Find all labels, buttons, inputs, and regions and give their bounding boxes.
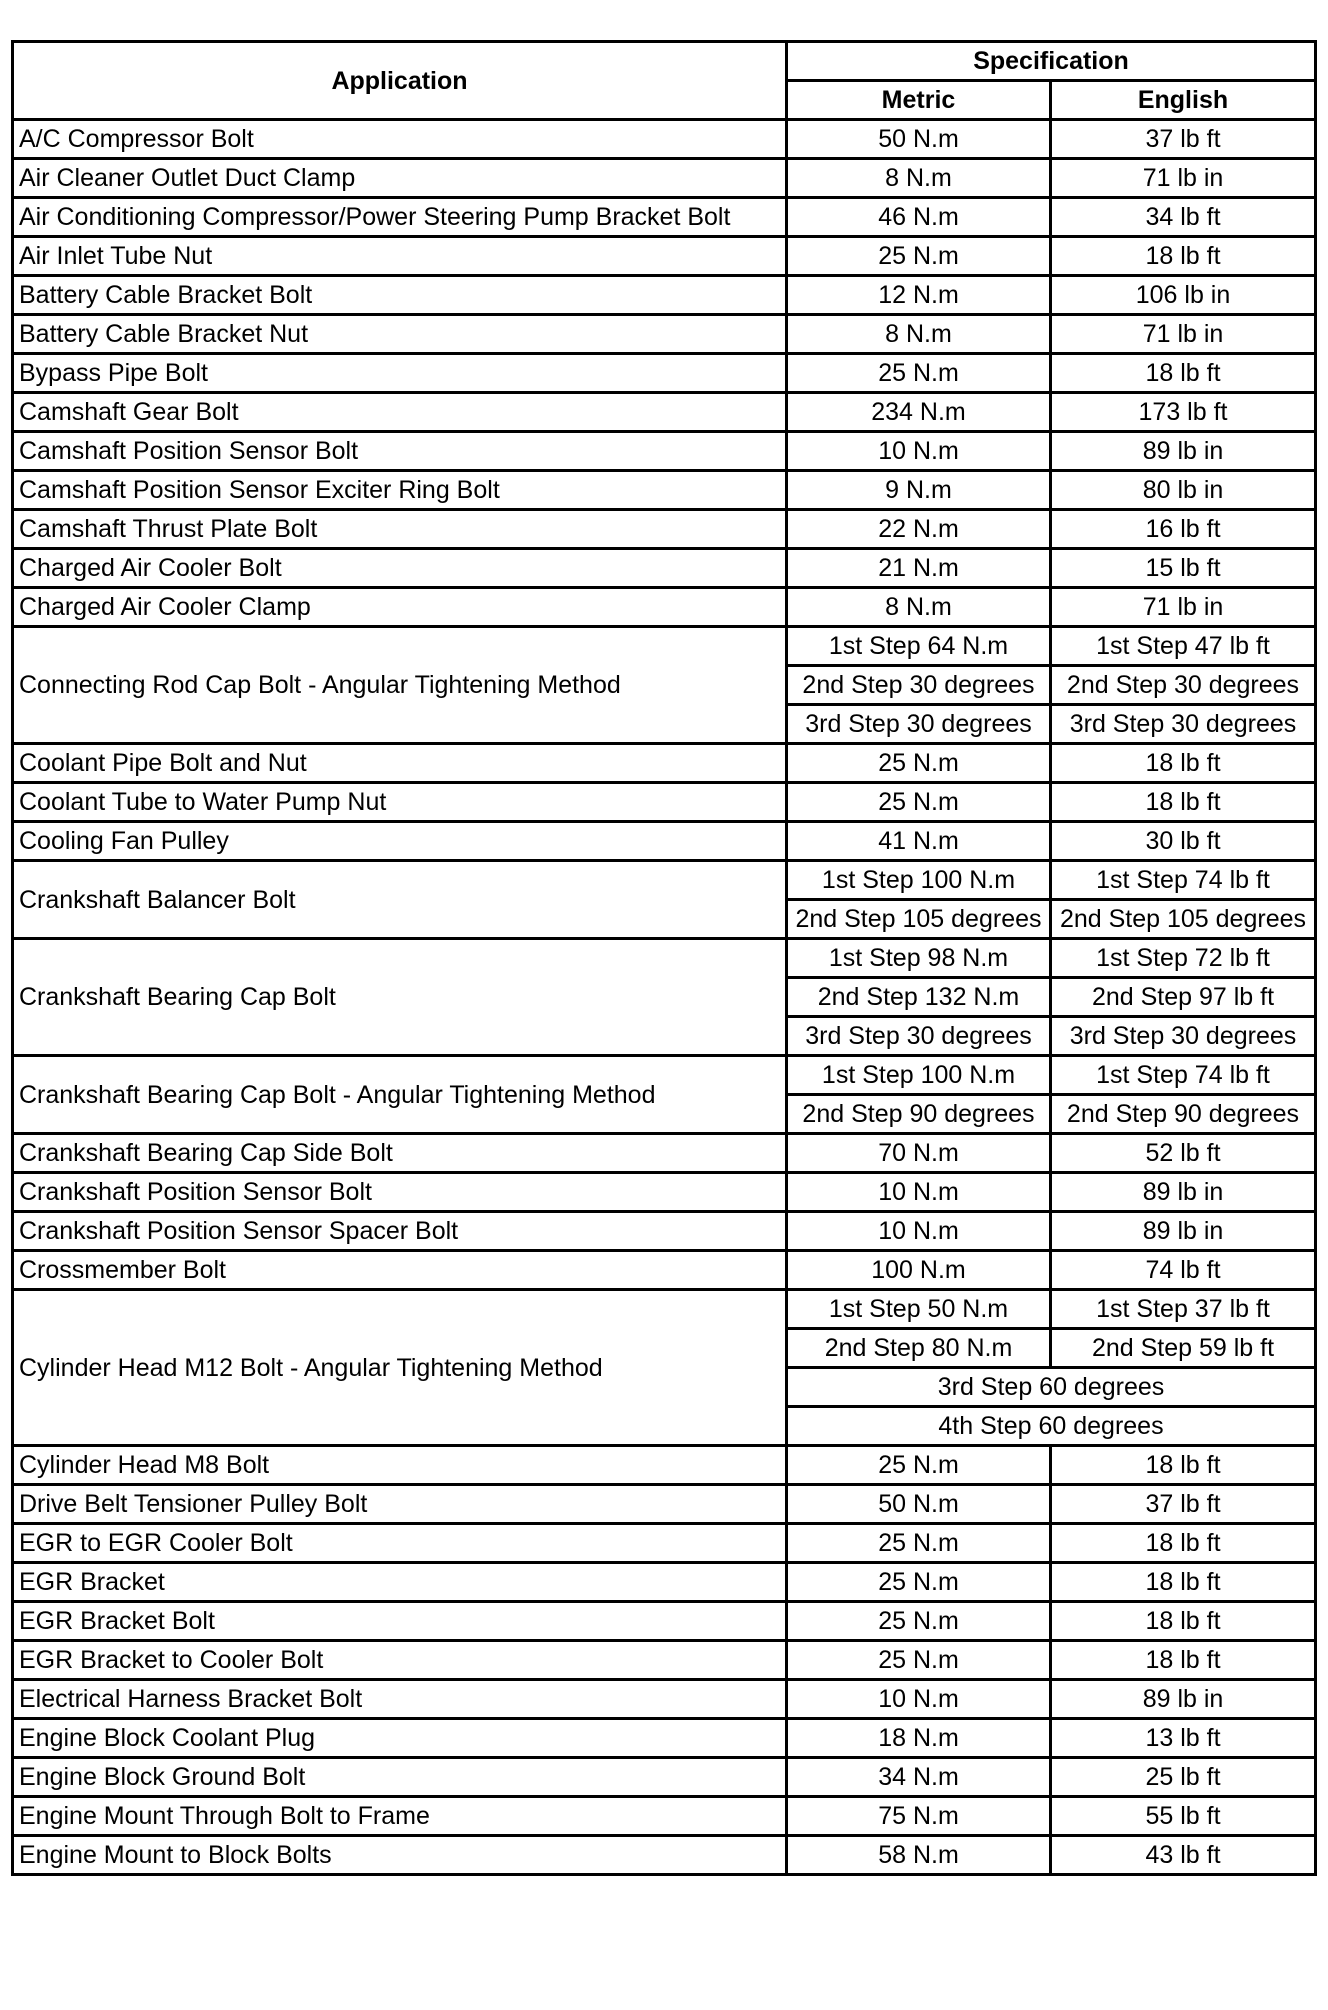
english-cell: 71 lb in <box>1051 588 1316 627</box>
english-cell: 18 lb ft <box>1051 354 1316 393</box>
application-cell: Engine Block Ground Bolt <box>13 1758 787 1797</box>
metric-cell: 25 N.m <box>787 354 1051 393</box>
combined-spec-cell: 3rd Step 60 degrees <box>787 1368 1316 1407</box>
metric-cell: 25 N.m <box>787 744 1051 783</box>
table-row <box>13 276 1316 315</box>
metric-cell: 1st Step 50 N.m <box>787 1290 1051 1329</box>
table-row <box>13 315 1316 354</box>
combined-spec-cell: 4th Step 60 degrees <box>787 1407 1316 1446</box>
english-cell: 1st Step 37 lb ft <box>1051 1290 1316 1329</box>
metric-cell: 3rd Step 30 degrees <box>787 1017 1051 1056</box>
application-cell: Drive Belt Tensioner Pulley Bolt <box>13 1485 787 1524</box>
english-cell: 34 lb ft <box>1051 198 1316 237</box>
application-cell: Bypass Pipe Bolt <box>13 354 787 393</box>
application-cell: Cylinder Head M12 Bolt - Angular Tightening Method <box>13 1290 787 1446</box>
application-cell: Camshaft Thrust Plate Bolt <box>13 510 787 549</box>
table-row <box>13 588 1316 627</box>
table-row <box>13 198 1316 237</box>
table-header <box>13 42 1316 120</box>
english-cell: 2nd Step 105 degrees <box>1051 900 1316 939</box>
application-cell: Camshaft Position Sensor Bolt <box>13 432 787 471</box>
table-row <box>13 861 1316 900</box>
application-cell: Coolant Tube to Water Pump Nut <box>13 783 787 822</box>
table-row <box>13 471 1316 510</box>
metric-cell: 2nd Step 90 degrees <box>787 1095 1051 1134</box>
table-row <box>13 627 1316 666</box>
table-row <box>13 510 1316 549</box>
application-cell: Camshaft Gear Bolt <box>13 393 787 432</box>
table-row <box>13 1485 1316 1524</box>
english-cell: 89 lb in <box>1051 1173 1316 1212</box>
english-cell: 3rd Step 30 degrees <box>1051 705 1316 744</box>
metric-cell: 21 N.m <box>787 549 1051 588</box>
header-row-top <box>13 42 1316 81</box>
application-cell: Battery Cable Bracket Bolt <box>13 276 787 315</box>
metric-header: Metric <box>787 81 1051 120</box>
application-cell: Air Cleaner Outlet Duct Clamp <box>13 159 787 198</box>
metric-cell: 1st Step 100 N.m <box>787 1056 1051 1095</box>
table-row <box>13 120 1316 159</box>
english-cell: 3rd Step 30 degrees <box>1051 1017 1316 1056</box>
english-cell: 18 lb ft <box>1051 783 1316 822</box>
metric-cell: 2nd Step 132 N.m <box>787 978 1051 1017</box>
metric-cell: 2nd Step 105 degrees <box>787 900 1051 939</box>
metric-cell: 25 N.m <box>787 1446 1051 1485</box>
metric-cell: 25 N.m <box>787 237 1051 276</box>
metric-cell: 25 N.m <box>787 1641 1051 1680</box>
metric-cell: 10 N.m <box>787 1212 1051 1251</box>
application-cell: EGR to EGR Cooler Bolt <box>13 1524 787 1563</box>
metric-cell: 50 N.m <box>787 120 1051 159</box>
english-cell: 25 lb ft <box>1051 1758 1316 1797</box>
metric-cell: 1st Step 64 N.m <box>787 627 1051 666</box>
application-cell: Crankshaft Position Sensor Spacer Bolt <box>13 1212 787 1251</box>
metric-cell: 18 N.m <box>787 1719 1051 1758</box>
english-cell: 74 lb ft <box>1051 1251 1316 1290</box>
application-cell: Battery Cable Bracket Nut <box>13 315 787 354</box>
english-cell: 18 lb ft <box>1051 1602 1316 1641</box>
table-row <box>13 783 1316 822</box>
metric-cell: 10 N.m <box>787 1173 1051 1212</box>
metric-cell: 25 N.m <box>787 783 1051 822</box>
english-cell: 43 lb ft <box>1051 1836 1316 1875</box>
english-header: English <box>1051 81 1316 120</box>
metric-cell: 10 N.m <box>787 1680 1051 1719</box>
application-cell: Engine Mount Through Bolt to Frame <box>13 1797 787 1836</box>
application-cell: Crankshaft Balancer Bolt <box>13 861 787 939</box>
english-cell: 18 lb ft <box>1051 1446 1316 1485</box>
metric-cell: 41 N.m <box>787 822 1051 861</box>
english-cell: 1st Step 74 lb ft <box>1051 861 1316 900</box>
application-cell: Engine Mount to Block Bolts <box>13 1836 787 1875</box>
specification-header: Specification <box>787 42 1316 81</box>
english-cell: 89 lb in <box>1051 1680 1316 1719</box>
application-cell: Camshaft Position Sensor Exciter Ring Bolt <box>13 471 787 510</box>
application-cell: Air Conditioning Compressor/Power Steering Pump Bracket Bolt <box>13 198 787 237</box>
metric-cell: 25 N.m <box>787 1563 1051 1602</box>
table-row <box>13 432 1316 471</box>
application-cell: Crankshaft Bearing Cap Bolt - Angular Tightening Method <box>13 1056 787 1134</box>
application-cell: Air Inlet Tube Nut <box>13 237 787 276</box>
table-row <box>13 1680 1316 1719</box>
table-row <box>13 393 1316 432</box>
english-cell: 89 lb in <box>1051 1212 1316 1251</box>
table-row <box>13 549 1316 588</box>
metric-cell: 8 N.m <box>787 588 1051 627</box>
metric-cell: 25 N.m <box>787 1524 1051 1563</box>
english-cell: 37 lb ft <box>1051 120 1316 159</box>
english-cell: 18 lb ft <box>1051 1524 1316 1563</box>
table-row <box>13 1290 1316 1329</box>
table-row <box>13 237 1316 276</box>
metric-cell: 9 N.m <box>787 471 1051 510</box>
application-cell: Charged Air Cooler Bolt <box>13 549 787 588</box>
metric-cell: 50 N.m <box>787 1485 1051 1524</box>
metric-cell: 46 N.m <box>787 198 1051 237</box>
english-cell: 52 lb ft <box>1051 1134 1316 1173</box>
application-cell: EGR Bracket to Cooler Bolt <box>13 1641 787 1680</box>
metric-cell: 2nd Step 80 N.m <box>787 1329 1051 1368</box>
metric-cell: 1st Step 100 N.m <box>787 861 1051 900</box>
table-row <box>13 1563 1316 1602</box>
english-cell: 71 lb in <box>1051 315 1316 354</box>
english-cell: 15 lb ft <box>1051 549 1316 588</box>
application-cell: Crankshaft Bearing Cap Side Bolt <box>13 1134 787 1173</box>
application-cell: A/C Compressor Bolt <box>13 120 787 159</box>
english-cell: 37 lb ft <box>1051 1485 1316 1524</box>
table-row <box>13 1134 1316 1173</box>
metric-cell: 22 N.m <box>787 510 1051 549</box>
english-cell: 13 lb ft <box>1051 1719 1316 1758</box>
application-cell: Connecting Rod Cap Bolt - Angular Tightening Method <box>13 627 787 744</box>
english-cell: 30 lb ft <box>1051 822 1316 861</box>
application-cell: Crossmember Bolt <box>13 1251 787 1290</box>
application-cell: Engine Block Coolant Plug <box>13 1719 787 1758</box>
english-cell: 2nd Step 90 degrees <box>1051 1095 1316 1134</box>
english-cell: 1st Step 47 lb ft <box>1051 627 1316 666</box>
table-row <box>13 1524 1316 1563</box>
english-cell: 1st Step 72 lb ft <box>1051 939 1316 978</box>
table-body <box>13 120 1316 1875</box>
table-row <box>13 1641 1316 1680</box>
english-cell: 18 lb ft <box>1051 237 1316 276</box>
table-row <box>13 1251 1316 1290</box>
metric-cell: 234 N.m <box>787 393 1051 432</box>
application-cell: Electrical Harness Bracket Bolt <box>13 1680 787 1719</box>
metric-cell: 1st Step 98 N.m <box>787 939 1051 978</box>
english-cell: 1st Step 74 lb ft <box>1051 1056 1316 1095</box>
english-cell: 2nd Step 59 lb ft <box>1051 1329 1316 1368</box>
metric-cell: 100 N.m <box>787 1251 1051 1290</box>
metric-cell: 34 N.m <box>787 1758 1051 1797</box>
table-row <box>13 1836 1316 1875</box>
english-cell: 80 lb in <box>1051 471 1316 510</box>
english-cell: 173 lb ft <box>1051 393 1316 432</box>
english-cell: 89 lb in <box>1051 432 1316 471</box>
application-cell: EGR Bracket <box>13 1563 787 1602</box>
english-cell: 2nd Step 30 degrees <box>1051 666 1316 705</box>
table-row <box>13 1212 1316 1251</box>
table-row <box>13 1758 1316 1797</box>
table-row <box>13 354 1316 393</box>
application-cell: Cylinder Head M8 Bolt <box>13 1446 787 1485</box>
table-row <box>13 1797 1316 1836</box>
application-header: Application <box>13 42 787 120</box>
table-row <box>13 1173 1316 1212</box>
metric-cell: 10 N.m <box>787 432 1051 471</box>
metric-cell: 8 N.m <box>787 315 1051 354</box>
table-row <box>13 1446 1316 1485</box>
metric-cell: 25 N.m <box>787 1602 1051 1641</box>
metric-cell: 75 N.m <box>787 1797 1051 1836</box>
table-row <box>13 744 1316 783</box>
metric-cell: 12 N.m <box>787 276 1051 315</box>
table-row <box>13 1056 1316 1095</box>
english-cell: 18 lb ft <box>1051 1641 1316 1680</box>
application-cell: Crankshaft Bearing Cap Bolt <box>13 939 787 1056</box>
table-row <box>13 159 1316 198</box>
english-cell: 18 lb ft <box>1051 744 1316 783</box>
metric-cell: 2nd Step 30 degrees <box>787 666 1051 705</box>
table-row <box>13 822 1316 861</box>
english-cell: 2nd Step 97 lb ft <box>1051 978 1316 1017</box>
application-cell: Coolant Pipe Bolt and Nut <box>13 744 787 783</box>
metric-cell: 58 N.m <box>787 1836 1051 1875</box>
application-cell: Crankshaft Position Sensor Bolt <box>13 1173 787 1212</box>
english-cell: 106 lb in <box>1051 276 1316 315</box>
application-cell: Cooling Fan Pulley <box>13 822 787 861</box>
table-row <box>13 1719 1316 1758</box>
table-row <box>13 1602 1316 1641</box>
metric-cell: 3rd Step 30 degrees <box>787 705 1051 744</box>
metric-cell: 70 N.m <box>787 1134 1051 1173</box>
english-cell: 18 lb ft <box>1051 1563 1316 1602</box>
torque-spec-table <box>11 40 1317 1876</box>
english-cell: 71 lb in <box>1051 159 1316 198</box>
application-cell: EGR Bracket Bolt <box>13 1602 787 1641</box>
application-cell: Charged Air Cooler Clamp <box>13 588 787 627</box>
english-cell: 16 lb ft <box>1051 510 1316 549</box>
table-row <box>13 939 1316 978</box>
metric-cell: 8 N.m <box>787 159 1051 198</box>
english-cell: 55 lb ft <box>1051 1797 1316 1836</box>
